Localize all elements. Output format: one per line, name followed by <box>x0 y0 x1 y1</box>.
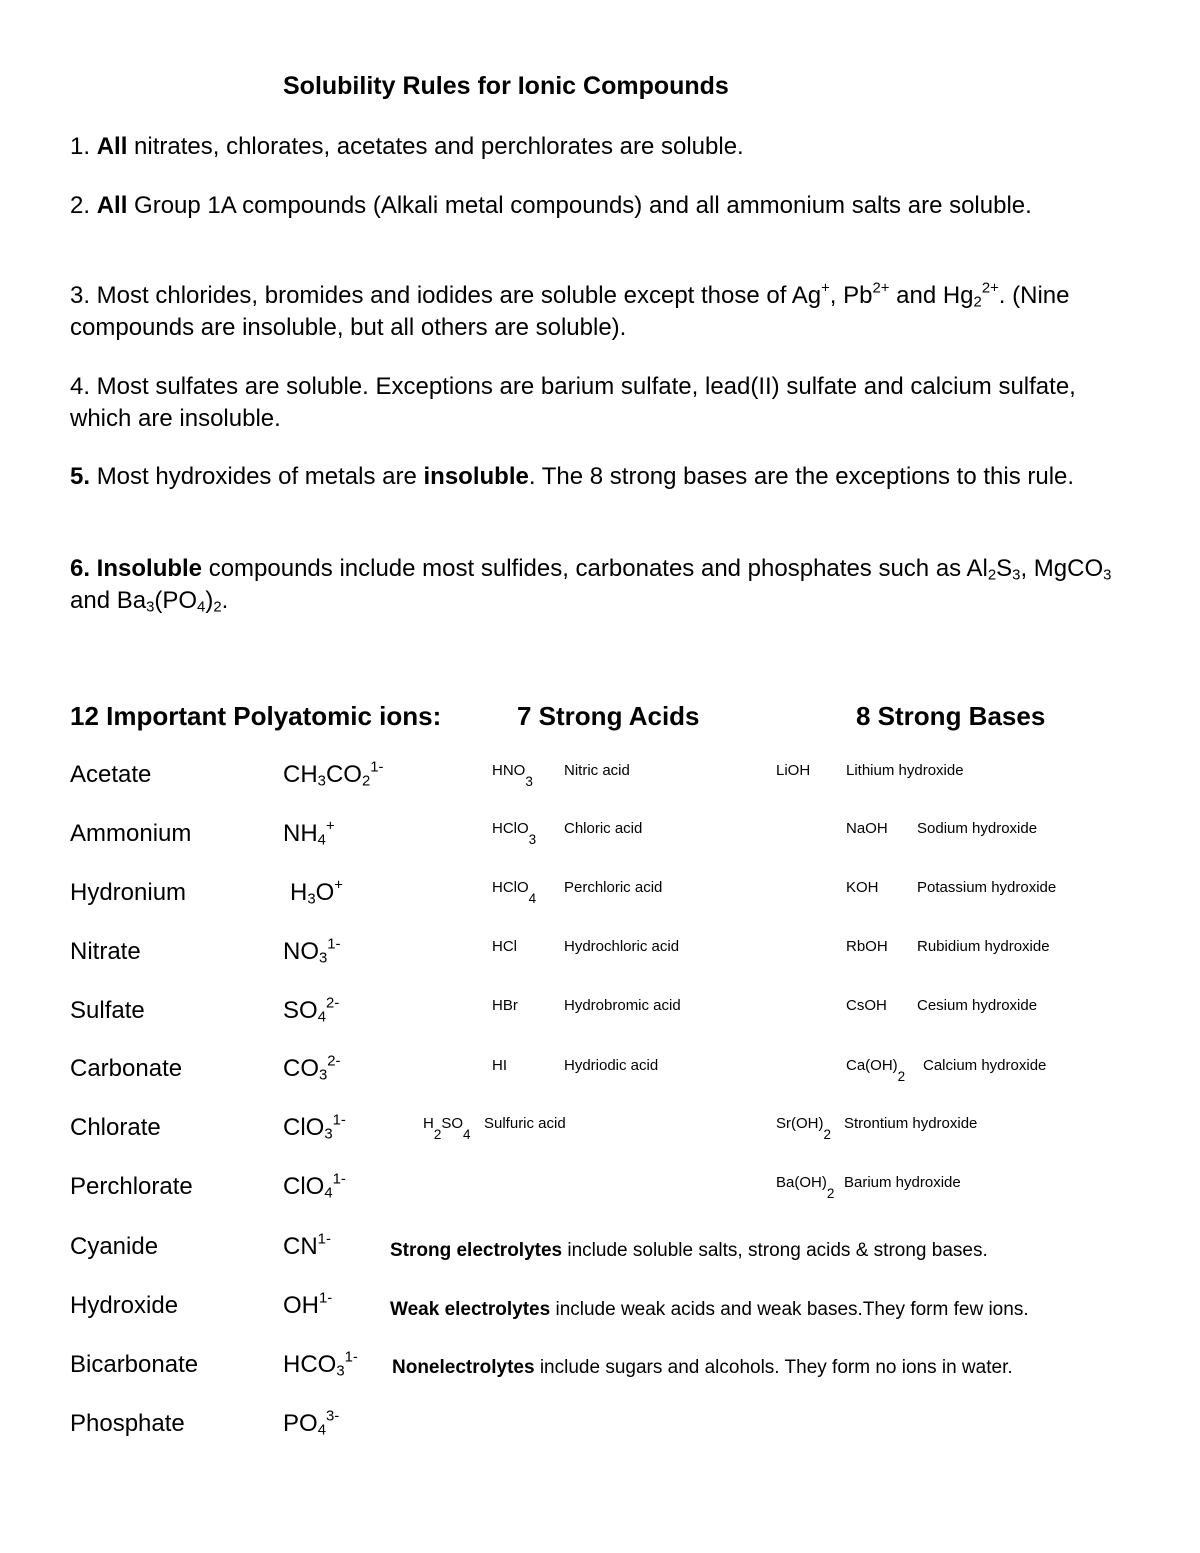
rule-6-part: (PO <box>154 587 198 614</box>
rule-3-sup-b: 2+ <box>872 280 890 297</box>
formula-charge: 3- <box>325 1408 340 1425</box>
base-formula: LiOH <box>776 762 811 779</box>
formula-part: H <box>423 1115 434 1132</box>
ion-name: Ammonium <box>70 820 192 847</box>
ion-formula <box>283 1114 346 1142</box>
rule-3-text-b: , Pb <box>829 282 873 309</box>
base-formula: CsOH <box>846 997 887 1014</box>
base-name: Cesium hydroxide <box>917 997 1038 1014</box>
formula-sub: 2 <box>897 1068 906 1084</box>
ion-name: Acetate <box>70 761 152 788</box>
rule-5-text-a: Most hydroxides of metals are <box>96 463 417 490</box>
acid-name: Hydriodic acid <box>564 1057 659 1074</box>
ion-formula <box>283 1233 331 1261</box>
rule-3 <box>70 280 1140 344</box>
ion-formula <box>283 1173 346 1201</box>
formula-charge: 1- <box>370 759 384 776</box>
formula-sub: 2 <box>433 1126 442 1142</box>
rule-2-text: Group 1A compounds (Alkali metal compounds) and all ammonium salts are soluble. <box>134 192 1032 219</box>
acid-name: Perchloric acid <box>564 879 663 896</box>
formula-sub: 3 <box>324 1126 333 1143</box>
formula-charge: 1- <box>327 936 341 953</box>
acid-formula <box>492 820 537 847</box>
rule-6-text: compounds include most sulfides, carbonates and phosphates such as Al <box>208 555 988 582</box>
formula-sub: 4 <box>317 832 326 849</box>
formula-charge: 1- <box>319 1290 333 1307</box>
rule-6-sub: 3 <box>1103 567 1112 584</box>
formula-sub: 3 <box>319 1067 328 1084</box>
acid-formula: HCl <box>492 938 517 955</box>
acid-name: Hydrochloric acid <box>564 938 680 955</box>
ion-name: Carbonate <box>70 1055 183 1082</box>
base-name: Calcium hydroxide <box>923 1057 1047 1074</box>
formula-part: HNO <box>492 762 526 779</box>
ion-formula <box>283 1351 358 1379</box>
acid-formula <box>423 1115 471 1142</box>
ion-name: Hydroxide <box>70 1292 179 1319</box>
formula-part: Ca(OH) <box>846 1057 898 1074</box>
rule-6-sub: 2 <box>987 567 997 584</box>
ion-formula <box>290 879 343 907</box>
rule-6-sub: 4 <box>197 599 206 616</box>
base-name: Rubidium hydroxide <box>917 938 1050 955</box>
base-formula <box>846 1057 906 1084</box>
formula-charge: 1- <box>344 1349 358 1366</box>
rule-5-number: 5. <box>70 463 91 490</box>
nonelectrolytes <box>392 1357 1013 1379</box>
ion-formula <box>283 761 383 789</box>
rule-6-sub: 3 <box>1012 567 1021 584</box>
base-formula: RbOH <box>846 938 888 955</box>
base-name: Barium hydroxide <box>844 1174 961 1191</box>
rule-5-bold: insoluble <box>423 463 529 490</box>
acid-formula <box>492 879 537 906</box>
formula-part: ClO <box>283 1173 325 1200</box>
formula-part: NH <box>283 820 318 847</box>
formula-sub: 3 <box>525 773 533 789</box>
formula-part: HClO <box>492 879 529 896</box>
acid-name: Nitric acid <box>564 762 630 779</box>
formula-part: Sr(OH) <box>776 1115 824 1132</box>
ion-formula <box>283 1055 341 1083</box>
formula-sub: 3 <box>528 831 537 847</box>
formula-sub: 4 <box>324 1185 333 1202</box>
bases-heading: 8 Strong Bases <box>856 701 1046 731</box>
acids-heading: 7 Strong Acids <box>517 701 700 731</box>
ion-formula <box>283 820 335 848</box>
formula-charge: + <box>325 818 335 835</box>
formula-sub: 4 <box>463 1126 471 1142</box>
ion-formula <box>283 938 341 966</box>
formula-part: CN <box>283 1233 318 1260</box>
base-name: Strontium hydroxide <box>844 1115 978 1132</box>
weak-electrolytes <box>390 1299 1029 1321</box>
formula-part: O <box>315 879 335 906</box>
ion-formula <box>283 997 339 1025</box>
rule-3-sup-a: + <box>821 280 830 297</box>
ion-name: Cyanide <box>70 1233 159 1260</box>
formula-sub: 4 <box>317 1009 326 1026</box>
formula-part: H <box>290 879 308 906</box>
acid-formula: HBr <box>492 997 518 1014</box>
nonelectrolytes-label: Nonelectrolytes <box>392 1357 535 1378</box>
ion-name: Bicarbonate <box>70 1351 199 1378</box>
rule-3-sub-a: 2 <box>973 294 982 311</box>
formula-charge: + <box>334 877 343 894</box>
acid-formula: HI <box>492 1057 507 1074</box>
base-name: Potassium hydroxide <box>917 879 1057 896</box>
rule-2 <box>70 190 1140 222</box>
acid-name: Sulfuric acid <box>484 1115 566 1132</box>
rule-2-bold: All <box>96 192 128 219</box>
formula-sub: 3 <box>317 773 326 790</box>
rule-5-text-b: . The 8 strong bases are the exceptions to this rule. <box>528 463 1075 490</box>
base-name: Lithium hydroxide <box>846 762 964 779</box>
formula-charge: 1- <box>332 1112 346 1129</box>
acid-formula <box>492 762 533 789</box>
formula-charge: 2- <box>325 995 340 1012</box>
nonelectrolytes-text: include sugars and alcohols. They form no ions in water. <box>534 1357 1013 1378</box>
formula-part: CO <box>325 761 362 788</box>
formula-sub: 3 <box>307 891 316 908</box>
acid-name: Chloric acid <box>564 820 643 837</box>
ion-name: Perchlorate <box>70 1173 193 1200</box>
strong-electrolytes-text: include soluble salts, strong acids & strong bases. <box>562 1240 988 1261</box>
strong-electrolytes <box>390 1240 988 1262</box>
strong-electrolytes-label: Strong electrolytes <box>390 1240 563 1261</box>
formula-part: CO <box>283 1055 319 1082</box>
weak-electrolytes-text: include weak acids and weak bases.They form few ions. <box>550 1299 1029 1320</box>
ion-formula <box>283 1410 339 1438</box>
base-formula <box>776 1174 835 1201</box>
base-formula <box>776 1115 832 1142</box>
weak-electrolytes-label: Weak electrolytes <box>390 1299 551 1320</box>
base-name: Sodium hydroxide <box>917 820 1038 837</box>
formula-part: SO <box>283 997 318 1024</box>
formula-part: HCO <box>283 1351 337 1378</box>
ions-heading: 12 Important Polyatomic ions: <box>70 701 442 731</box>
rule-6-part: , MgCO <box>1020 555 1104 582</box>
formula-sub: 2 <box>823 1126 832 1142</box>
rule-6-bold: 6. Insoluble <box>70 555 203 582</box>
formula-part: HClO <box>492 820 529 837</box>
ion-formula <box>283 1292 332 1320</box>
page-title: Solubility Rules for Ionic Compounds <box>283 72 729 100</box>
ion-name: Sulfate <box>70 997 145 1024</box>
rule-3-sup-c: 2+ <box>981 280 999 297</box>
formula-part: ClO <box>283 1114 325 1141</box>
formula-charge: 1- <box>332 1171 346 1188</box>
formula-part: Ba(OH) <box>776 1174 827 1191</box>
formula-sub: 2 <box>361 773 371 790</box>
rule-1-text: nitrates, chlorates, acetates and perchlorates are soluble. <box>134 133 744 160</box>
rule-5 <box>70 461 1140 493</box>
ion-name: Phosphate <box>70 1410 185 1437</box>
formula-charge: 1- <box>317 1231 331 1248</box>
rule-6-sub: 2 <box>213 599 222 616</box>
rule-6-part: . <box>221 587 229 614</box>
formula-part: NO <box>283 938 319 965</box>
ion-name: Chlorate <box>70 1114 161 1141</box>
formula-sub: 4 <box>317 1422 326 1439</box>
rule-6 <box>70 553 1140 617</box>
formula-sub: 3 <box>319 950 328 967</box>
formula-sub: 4 <box>528 890 537 906</box>
formula-part: CH <box>283 761 318 788</box>
formula-part: SO <box>441 1115 464 1132</box>
rule-3-text-d: . (Nine compounds are insoluble, but all others are soluble). <box>70 282 1070 341</box>
rule-1-bold: All <box>96 133 128 160</box>
ion-name: Nitrate <box>70 938 141 965</box>
base-formula: KOH <box>846 879 879 896</box>
rule-4-text: 4. Most sulfates are soluble. Exceptions are barium sulfate, lead(II) sulfate and calcium sulfate, which are insoluble. <box>70 373 1076 432</box>
formula-charge: 2- <box>327 1053 341 1070</box>
rule-1-number: 1. <box>70 133 91 160</box>
base-formula: NaOH <box>846 820 888 837</box>
rule-1 <box>70 131 1140 163</box>
acid-name: Hydrobromic acid <box>564 997 681 1014</box>
rule-6-sub: 3 <box>146 599 155 616</box>
formula-part: PO <box>283 1410 318 1437</box>
rule-3-text-a: 3. Most chlorides, bromides and iodides are soluble except those of Ag <box>70 282 822 309</box>
rule-4 <box>70 371 1140 435</box>
rule-6-part: S <box>996 555 1013 582</box>
rule-2-number: 2. <box>70 192 91 219</box>
formula-part: OH <box>283 1292 319 1319</box>
formula-sub: 2 <box>826 1185 835 1201</box>
rule-6-part: and Ba <box>70 587 147 614</box>
formula-sub: 3 <box>336 1363 345 1380</box>
rule-3-text-c: and Hg <box>889 282 974 309</box>
rule-6-part: ) <box>205 587 214 614</box>
ion-name: Hydronium <box>70 879 187 906</box>
